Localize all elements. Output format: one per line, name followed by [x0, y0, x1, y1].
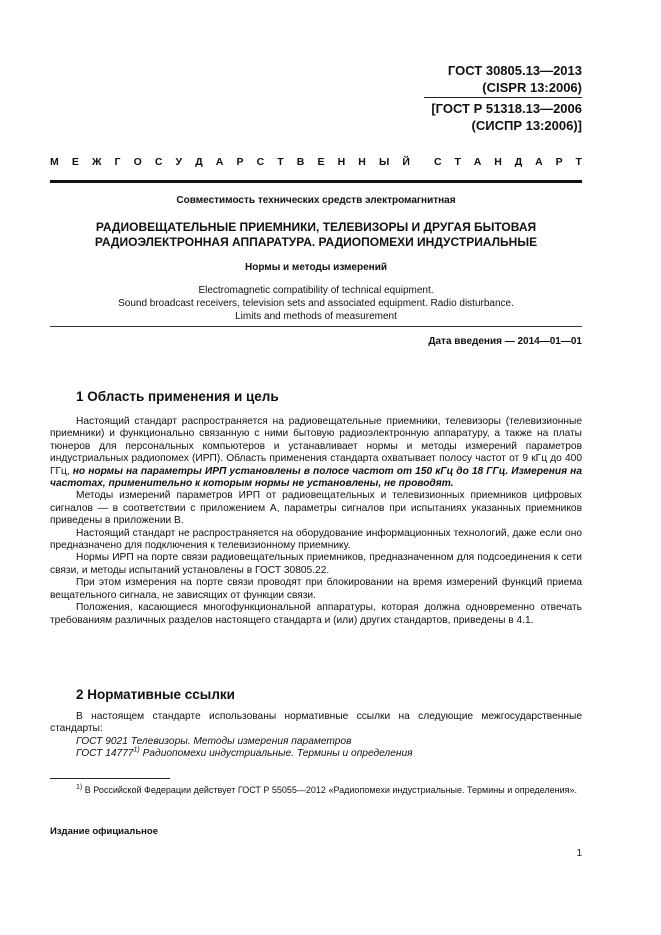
banner-letter: Г — [114, 156, 121, 168]
banner-word-standard — [434, 156, 582, 168]
page-number: 1 — [576, 848, 582, 859]
document-designation — [448, 62, 582, 96]
banner-letter: Н — [337, 156, 346, 168]
banner-letter: Р — [236, 156, 244, 168]
banner-letter: Ы — [378, 156, 390, 168]
subtitle: Совместимость технических средств электромагнитная — [176, 195, 456, 206]
banner-letter: Ж — [91, 156, 102, 168]
section-1-body — [50, 416, 582, 627]
banner-letter: Н — [494, 156, 502, 168]
banner-rule — [50, 180, 582, 183]
national-designation — [431, 100, 582, 134]
reference-item: ГОСТ 9021 Телевизоры. Методы измерения параметров — [76, 735, 352, 747]
banner-letter: М — [50, 156, 59, 168]
footnote-ref[interactable]: 1) — [133, 746, 140, 754]
document-title — [50, 220, 582, 250]
banner-letter: У — [175, 156, 183, 168]
sispr-number: (СИСПР 13:2006)] — [471, 118, 582, 133]
paragraph: В настоящем стандарте использованы нормативные ссылки на следующие межгосударственные стандарты: — [50, 711, 582, 735]
gost-number: ГОСТ 30805.13—2013 — [447, 63, 582, 78]
edition-label: Издание официальное — [50, 826, 158, 837]
banner-letter: Т — [277, 156, 284, 168]
banner-letter: С — [256, 156, 265, 168]
paragraph — [50, 416, 582, 490]
footnote — [50, 784, 582, 796]
banner-letter: Т — [575, 156, 582, 168]
banner-letter: А — [535, 156, 543, 168]
reference-item — [50, 748, 582, 760]
header-divider — [424, 97, 582, 98]
introduction-date: Дата введения — 2014—01—01 — [428, 336, 582, 347]
english-title-line-2: Sound broadcast receivers, television sets and associated equipment. Radio disturbance. — [118, 298, 514, 309]
section-1-heading: 1 Область применения и цель — [76, 389, 279, 404]
section-2-body — [50, 711, 582, 761]
english-title-line-3: Limits and methods of measurement — [235, 311, 397, 322]
banner-letter: С — [154, 156, 163, 168]
banner-letter: А — [215, 156, 224, 168]
footnote-mark: 1) — [76, 784, 83, 791]
reference-code: ГОСТ 14777 — [76, 748, 134, 760]
title-rule — [50, 326, 582, 327]
english-title — [50, 284, 582, 323]
banner-letter: Й — [402, 156, 410, 168]
paragraph-text: Настоящий стандарт распространяется на радиовещательные приемники, телевизоры (телевизионные приемники) и функционально связанную с ними бытовую радиоэлектронную аппаратуру, а также на платы тюнеров для персональных компьютеров и устанавливает нормы и методы измерений параметров индустриальных радиопомех (ИРП). Область применения стандарта охватывает полосу частот от 9 кГц до 400 ГГц, — [50, 416, 582, 477]
gost-r-number: [ГОСТ Р 51318.13—2006 — [431, 101, 582, 116]
banner-letter: А — [473, 156, 482, 168]
norms-heading: Нормы и методы измерений — [244, 262, 388, 273]
title-line-1: РАДИОВЕЩАТЕЛЬНЫЕ ПРИЕМНИКИ, ТЕЛЕВИЗОРЫ И ДРУГАЯ БЫТОВАЯ — [95, 220, 537, 234]
banner-letter: Д — [195, 156, 203, 168]
emphasized-text: но нормы на параметры ИРП установлены в полосе частот от 150 кГц до 18 ГГц. Измерения на частотах, применительно к которым нормы не установлены, не проводят. — [50, 465, 582, 490]
banner-letter: С — [434, 156, 442, 168]
paragraph: Положения, касающиеся многофункциональной аппаратуры, которая должна одновременно отвечать требованиям различных разделов настоящего стандарта и (или) других стандартов, приведены в 4.1. — [50, 602, 582, 626]
banner-letter: Д — [514, 156, 523, 168]
english-title-line-1: Electromagnetic compatibility of technical equipment. — [198, 285, 434, 296]
standard-banner — [50, 156, 582, 168]
paragraph: Нормы ИРП на порте связи радиовещательных приемников, предназначенном для подсоединения к сети связи, и методы испытаний установлены в ГОСТ 30805.22. — [50, 552, 582, 576]
paragraph: Настоящий стандарт не распространяется на оборудование информационных технологий, даже если оно предназначено для подключения к телевизионному приемнику. — [50, 527, 582, 552]
footnote-text: В Российской Федерации действует ГОСТ Р 55055—2012 «Радиопомехи индустриальные. Термины и определения». — [82, 785, 578, 795]
banner-letter: О — [133, 156, 142, 168]
banner-letter: Е — [317, 156, 325, 168]
banner-letter: Н — [358, 156, 366, 168]
banner-letter: Т — [454, 156, 461, 168]
cispr-number: (CISPR 13:2006) — [482, 80, 582, 95]
footnote-divider — [50, 778, 170, 779]
banner-word-interstate — [50, 156, 410, 168]
reference-title: Радиопомехи индустриальные. Термины и определения — [139, 748, 413, 760]
banner-letter: Е — [71, 156, 79, 168]
paragraph: Методы измерений параметров ИРП от радиовещательных и телевизионных приемников цифровых сигналов — в соответствии с приложением А, параметры сигналов при испытаниях указанных приемников приведены в приложении В. — [50, 490, 582, 527]
banner-letter: В — [296, 156, 305, 168]
title-line-2: РАДИОЭЛЕКТРОННАЯ АППАРАТУРА. РАДИОПОМЕХИ ИНДУСТРИАЛЬНЫЕ — [94, 235, 538, 249]
section-2-heading: 2 Нормативные ссылки — [76, 687, 235, 702]
paragraph: При этом измерения на порте связи проводят при блокировании на время измерений функций приема вещательного сигнала, не зависящих от функции связи. — [50, 577, 582, 601]
banner-letter: Р — [555, 156, 563, 168]
